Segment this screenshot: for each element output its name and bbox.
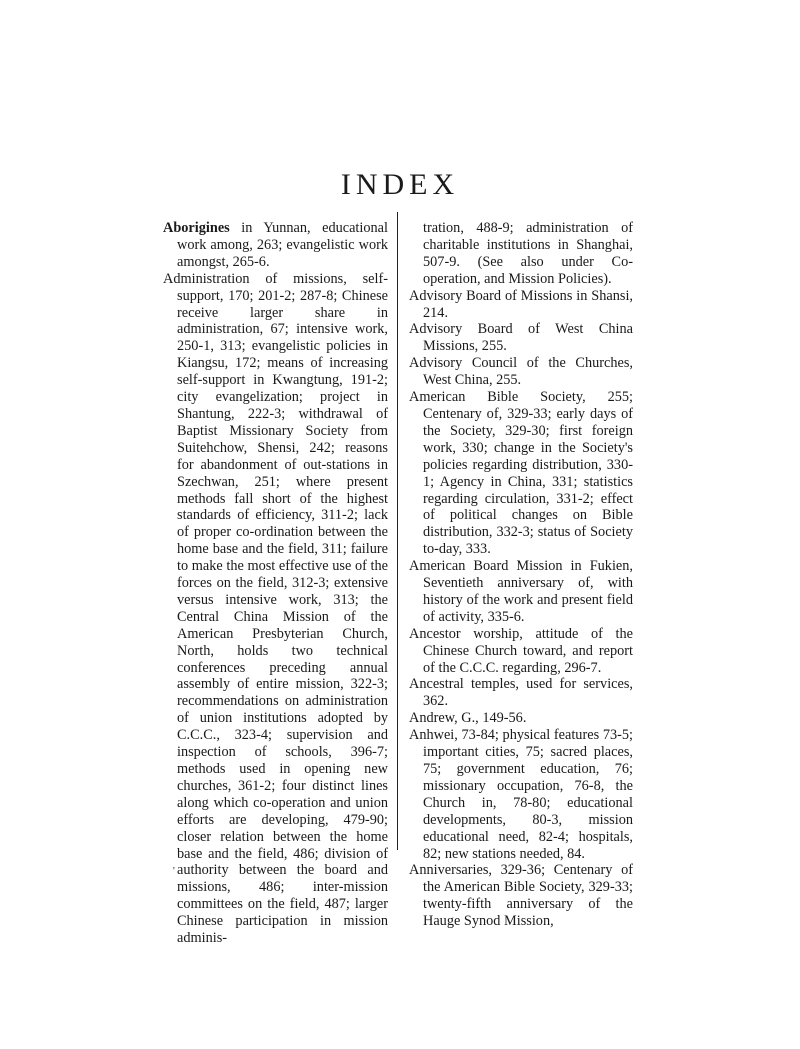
entry-text: in Yunnan, educational work among, 263; evangelistic work amongst, 265-6.: [177, 220, 388, 270]
entry-text: of missions, self-support, 170; 201-2; 287-8; Chinese receive larger share in administration, 67; intensive work, 250-1, 313; evangelistic policies in Kiangsu, 172; means of increasing self-support in Kwangtung, 191-2; city evangelization; project in Shantung, 222-3; withdrawal of Baptist Missionary Society from Suitehchow, Shensi, 242; reasons for abandonment of out-stations in Szechwan, 251; where present methods fall short of the highest standards of efficiency, 311-2; lack of proper co-ordination between the home base and the field, 311; failure to make the most effective use of the forces on the field, 312-3; extensive versus intensive work, 313; the Central China Mission of the American Presbyterian Church, North, holds two technical conferences preceding annual assembly of entire mission, 322-3; recommendations on administration of union institutions adopted by C.C.C., 323-4; supervision and inspection of schools, 396-7; methods used in opening new churches, 361-2; four distinct lines along which co-operation and union efforts are developing, 479-90; closer relation between the home base and the field, 486; division of authority between the board and missions, 486; inter-mission committees on the field, 487; larger Chinese participation in mission adminis-: [177, 270, 388, 947]
left-column: [163, 220, 388, 947]
index-entry: [163, 220, 388, 271]
entry-heading: Aborigines: [163, 220, 230, 236]
entry-text: Anhwei, 73-84; physical features 73-5; important cities, 75; sacred places, 75; government education, 76; missionary occupation, 76-8, the Church in, 78-80; educational developments, 80-3, mission educational need, 82-4; hospitals, 82; new stations needed, 84.: [409, 727, 633, 862]
index-entry: [409, 676, 633, 710]
right-column: [409, 220, 633, 930]
index-entry: [409, 389, 633, 558]
entry-text: Anniversaries, 329-36; Centenary of the American Bible Society, 329-33; twenty-fifth anniversary of the Hauge Synod Mission,: [409, 862, 633, 930]
index-entry: [409, 710, 633, 727]
column-divider: [397, 212, 398, 850]
footer-mark: ': [173, 866, 175, 877]
index-entry: [409, 321, 633, 355]
entry-heading: Administration: [163, 270, 250, 287]
entry-text: Advisory Council of the Churches, West China, 255.: [409, 355, 633, 389]
page-title: INDEX: [340, 168, 460, 201]
index-entry: [409, 862, 633, 930]
entry-text: Advisory Board of Missions in Shansi, 214.: [409, 287, 633, 321]
index-entry: [409, 355, 633, 389]
entry-text: Ancestral temples, used for services, 362.: [409, 676, 633, 710]
entry-text: Andrew, G., 149-56.: [409, 710, 527, 727]
index-entry: [409, 558, 633, 626]
entry-text: American Board Mission in Fukien, Seventieth anniversary of, with history of the work and present field of activity, 335-6.: [409, 558, 633, 625]
entry-text: Advisory Board of West China Missions, 255.: [409, 321, 633, 355]
entry-text: tration, 488-9; administration of charitable institutions in Shanghai, 507-9. (See also under Co-operation, and Mission Policies).: [423, 220, 633, 287]
index-entry: [409, 288, 633, 322]
entry-text: Ancestor worship, attitude of the Chinese Church toward, and report of the C.C.C. regarding, 296-7.: [409, 625, 633, 676]
index-entry-continued: [423, 220, 633, 288]
index-entry: [409, 727, 633, 862]
index-entry: [409, 626, 633, 677]
index-entry: [163, 271, 388, 947]
entry-text: American Bible Society, 255; Centenary of, 329-33; early days of the Society, 329-30; first foreign work, 330; change in the Society's policies regarding distribution, 330-1; Agency in China, 331; statistics regarding circulation, 331-2; effect of political changes on Bible distribution, 332-3; status of Society to-day, 333.: [409, 389, 633, 558]
